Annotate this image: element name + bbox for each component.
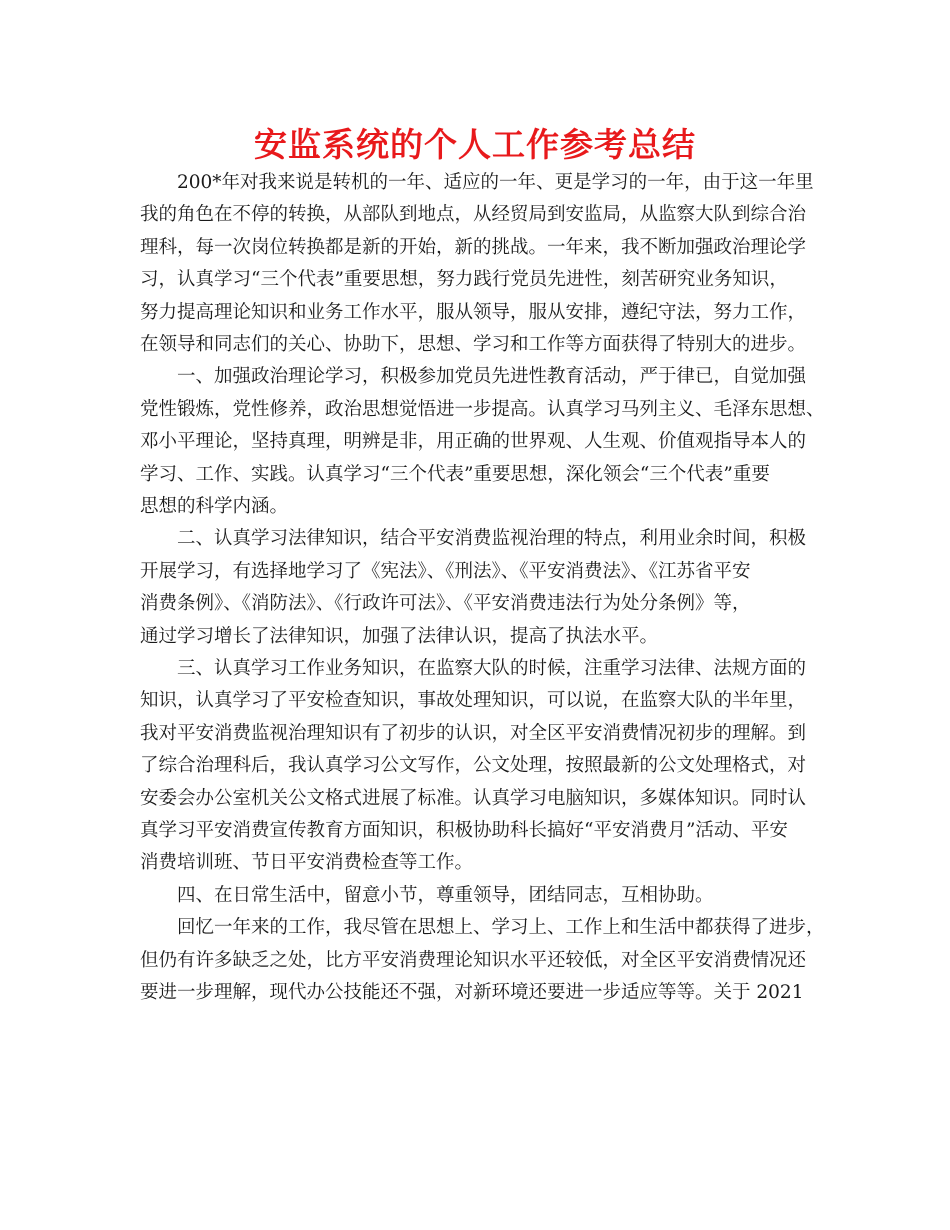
text-line: 我对平安消费监视治理知识有了初步的认识，对全区平安消费情况初步的理解。到 <box>140 723 807 744</box>
text-line: 我的角色在不停的转换，从部队到地点，从经贸局到安监局，从监察大队到综合治 <box>140 204 807 225</box>
text-line: 邓小平理论，坚持真理，明辨是非，用正确的世界观、人生观、价值观指导本人的 <box>140 431 807 452</box>
text-line: 三、认真学习工作业务知识，在监察大队的时候，注重学习法律、法规方面的 <box>140 658 807 679</box>
text-line: 真学习平安消费宣传教育方面知识，积极协助科长搞好“平安消费月”活动、平安 <box>140 820 788 841</box>
text-line: 一、加强政治理论学习，积极参加党员先进性教育活动，严于律已，自觉加强 <box>140 366 807 387</box>
text-line: 努力提高理论知识和业务工作水平，服从领导，服从安排，遵纪守法，努力工作， <box>140 302 807 323</box>
text-line: 了综合治理科后，我认真学习公文写作，公文处理，按照最新的公文处理格式，对 <box>140 755 807 776</box>
text-line: 消费条例》、《消防法》、《行政许可法》、《平安消费违法行为处分条例》等， <box>140 593 751 614</box>
text-line: 理科，每一次岗位转换都是新的开始，新的挑战。一年来，我不断加强政治理论学 <box>140 237 807 258</box>
document-title: 安监系统的个人工作参考总结 <box>254 125 696 164</box>
text-line: 开展学习，有选择地学习了《宪法》、《刑法》、《平安消费法》、《江苏省平安 <box>140 561 751 582</box>
text-line: 200*年对我来说是转机的一年、适应的一年、更是学习的一年，由于这一年里 <box>140 172 814 193</box>
text-line: 回忆一年来的工作，我尽管在思想上、学习上、工作上和生活中都获得了进步， <box>140 917 825 938</box>
text-line: 四、在日常生活中，留意小节，尊重领导，团结同志，互相协助。 <box>140 885 714 906</box>
text-line: 在领导和同志们的关心、协助下，思想、学习和工作等方面获得了特别大的进步。 <box>140 334 807 355</box>
text-line: 安委会办公室机关公文格式进展了标准。认真学习电脑知识，多媒体知识。同时认 <box>140 788 807 809</box>
text-line: 但仍有许多缺乏之处，比方平安消费理论知识水平还较低，对全区平安消费情况还 <box>140 950 807 971</box>
text-line: 思想的科学内涵。 <box>140 496 289 517</box>
text-line: 消费培训班、节日平安消费检查等工作。 <box>140 852 474 873</box>
text-line: 党性锻炼，党性修养，政治思想觉悟进一步提高。认真学习马列主义、毛泽东思想、 <box>140 399 825 420</box>
text-line: 通过学习增长了法律知识，加强了法律认识，提高了执法水平。 <box>140 626 659 647</box>
text-line: 学习、工作、实践。认真学习“三个代表”重要思想，深化领会“三个代表”重要 <box>140 464 770 485</box>
text-line: 知识，认真学习了平安检查知识，事故处理知识，可以说，在监察大队的半年里， <box>140 690 807 711</box>
text-line: 二、认真学习法律知识，结合平安消费监视治理的特点，利用业余时间，积极 <box>140 528 807 549</box>
text-line: 习，认真学习“三个代表”重要思想，努力践行党员先进性，刻苦研究业务知识， <box>140 269 788 290</box>
text-line: 要进一步理解，现代办公技能还不强，对新环境还要进一步适应等等。关于 2021 <box>140 982 804 1003</box>
